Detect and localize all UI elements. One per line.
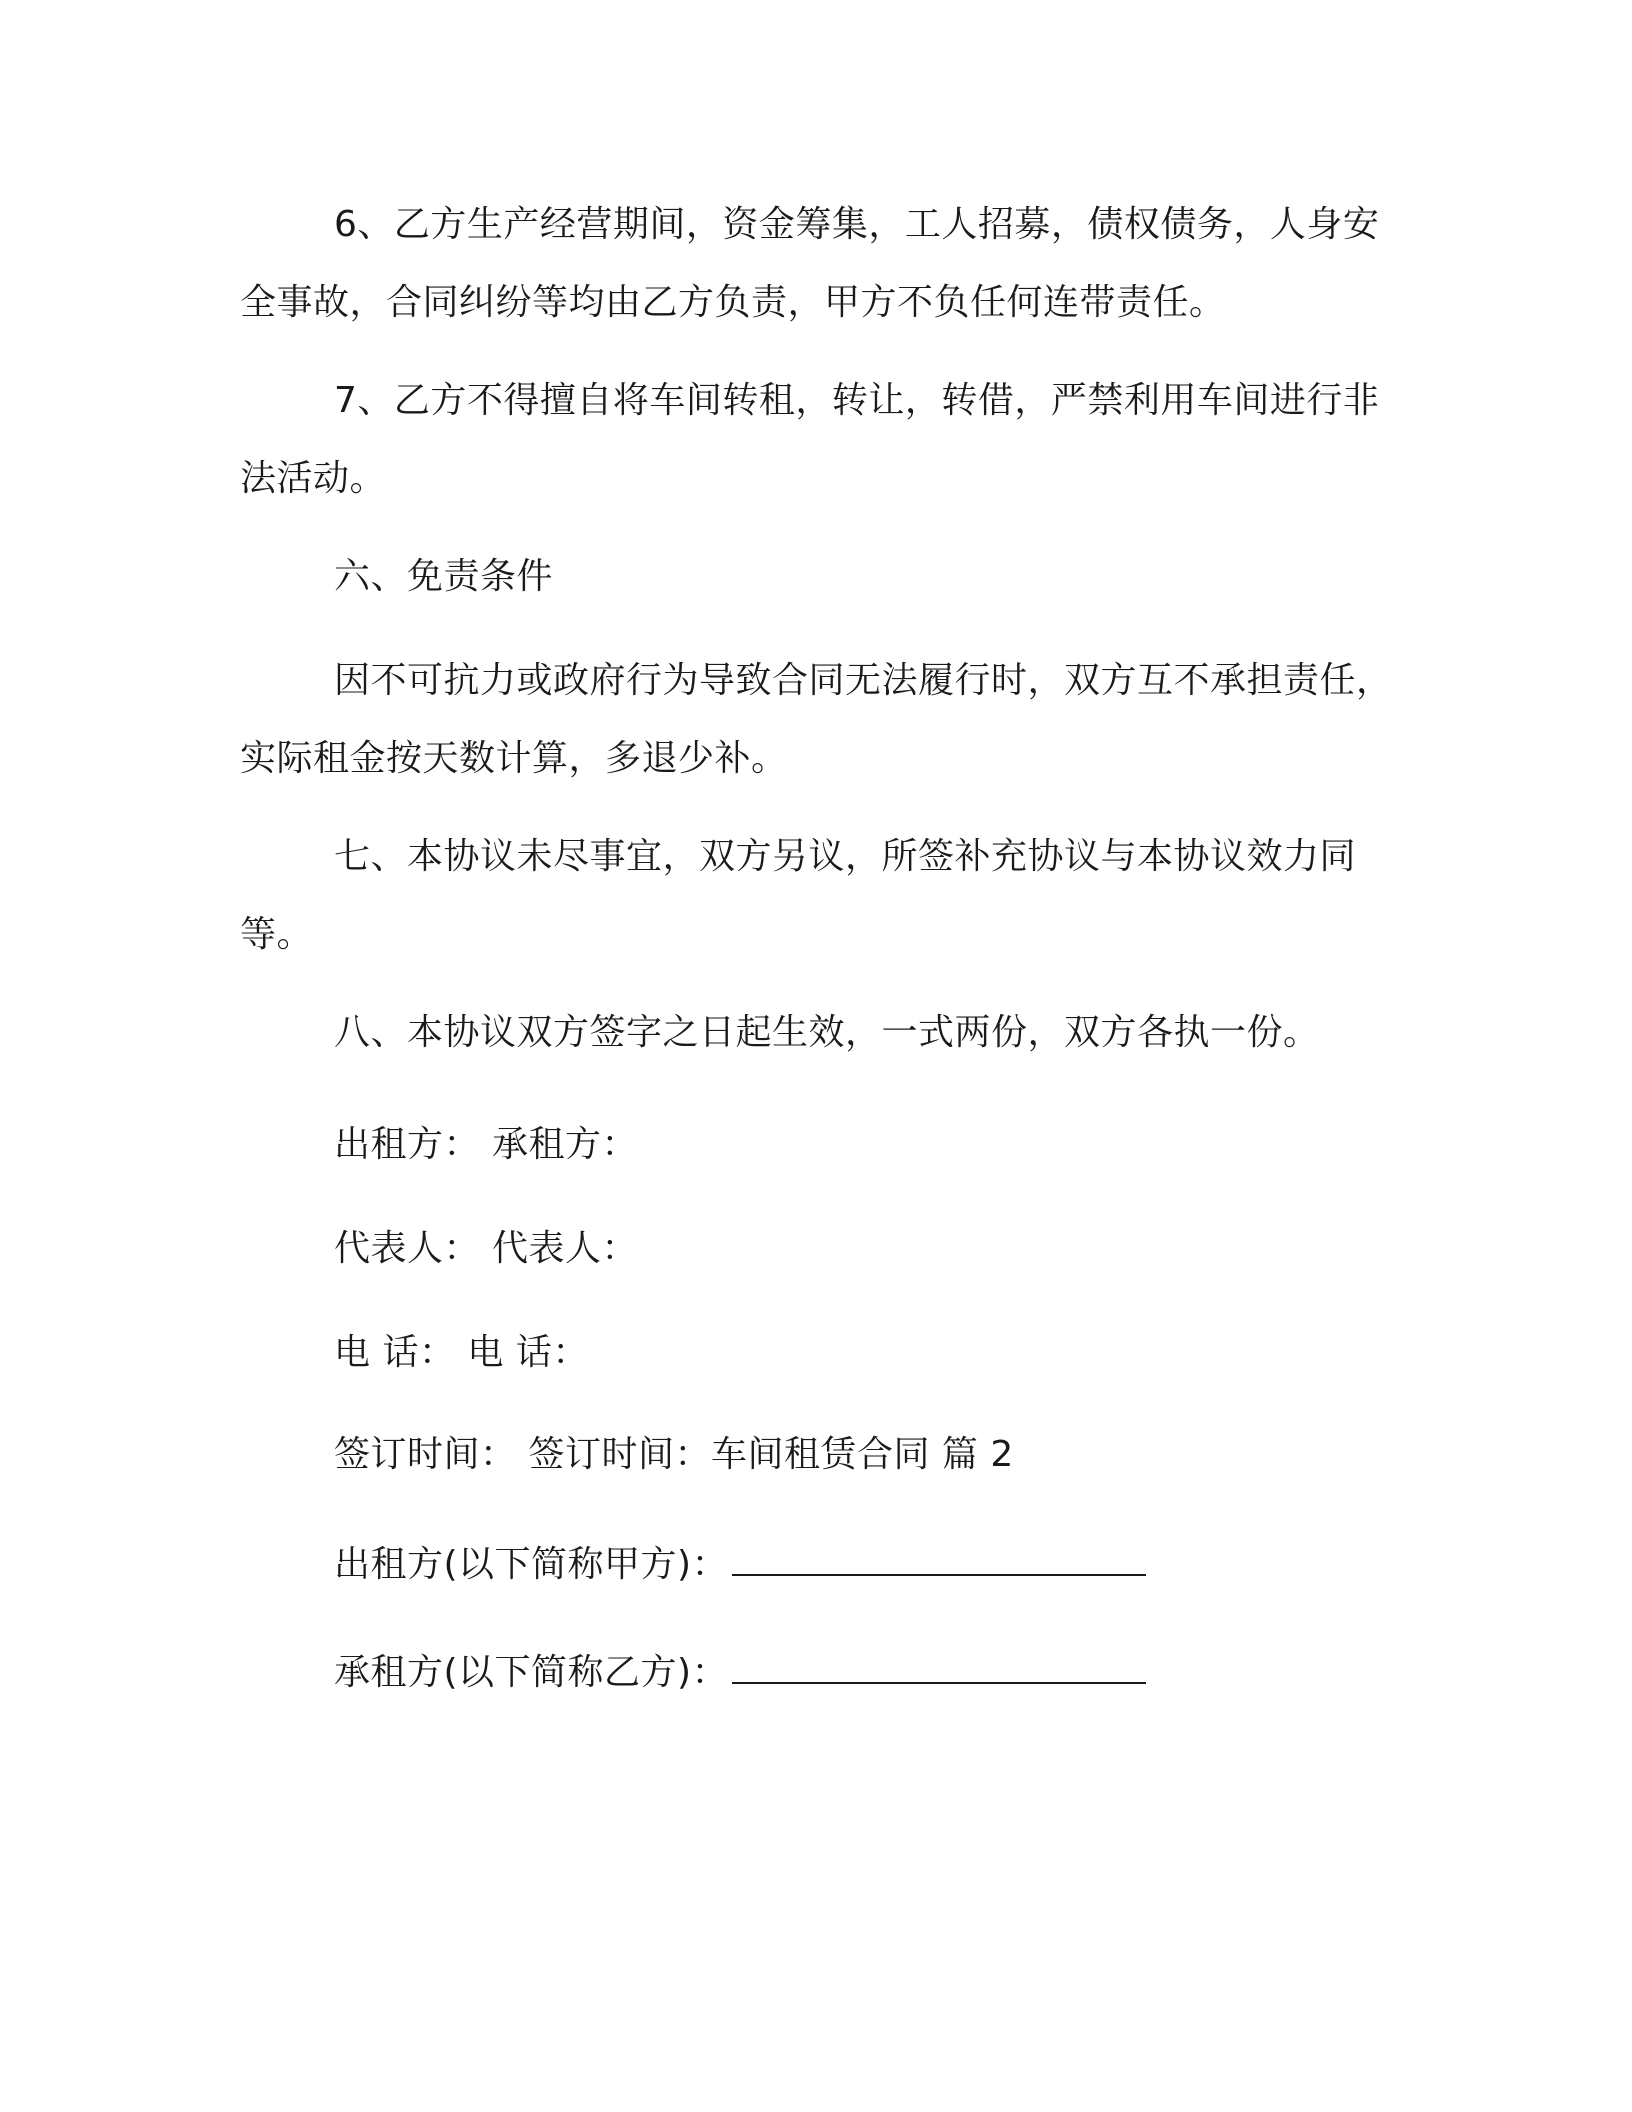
clause-6-paragraph: 6、乙方生产经营期间，资金筹集，工人招募，债权债务，人身安全事故，合同纠纷等均由乙方负责，甲方不负任何连带责任。 — [240, 204, 1380, 323]
lessor-party-line — [334, 1540, 1146, 1590]
lessee-party-line — [334, 1648, 1146, 1698]
clause-seven-paragraph: 七、本协议未尽事宜，双方另议，所签补充协议与本协议效力同等。 — [240, 836, 1357, 955]
lessor-blank-field[interactable] — [732, 1540, 1146, 1576]
lessee-party-label: 承租方(以下简称乙方)： — [334, 1652, 729, 1693]
force-majeure-paragraph: 因不可抗力或政府行为导致合同无法履行时，双方互不承担责任，实际租金按天数计算，多退少补。 — [240, 660, 1393, 779]
signing-time-line: 签订时间： 签订时间：车间租赁合同 篇 2 — [334, 1434, 1014, 1475]
section-6-heading: 六、免责条件 — [334, 556, 554, 597]
lessor-lessee-line: 出租方： 承租方： — [334, 1124, 638, 1165]
clause-eight-paragraph: 八、本协议双方签字之日起生效，一式两份，双方各执一份。 — [334, 1012, 1320, 1053]
clause-7-paragraph: 7、乙方不得擅自将车间转租，转让，转借，严禁利用车间进行非法活动。 — [240, 380, 1380, 499]
representatives-line: 代表人： 代表人： — [334, 1228, 638, 1269]
phones-line: 电 话： 电 话： — [334, 1332, 589, 1373]
lessor-party-label: 出租方(以下简称甲方)： — [334, 1544, 729, 1585]
lessee-blank-field[interactable] — [732, 1648, 1146, 1684]
